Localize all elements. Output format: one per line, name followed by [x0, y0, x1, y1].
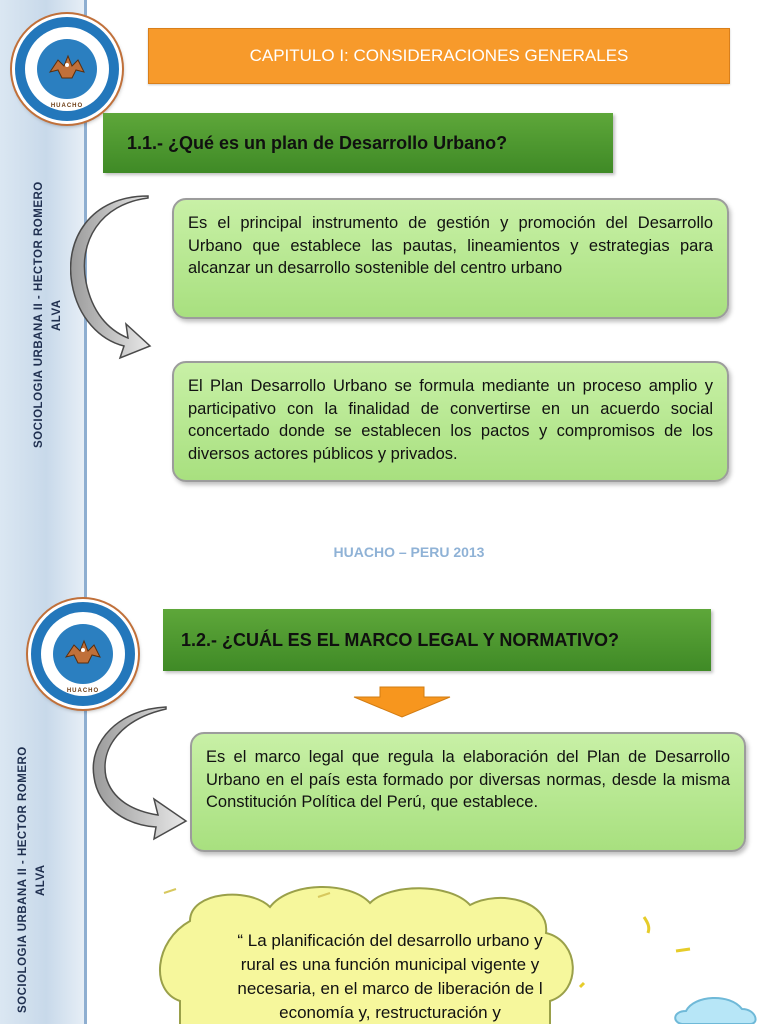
- condor-icon: [64, 637, 102, 667]
- curved-arrow-icon: [92, 703, 192, 843]
- section-heading: 1.2.- ¿CUÁL ES EL MARCO LEGAL Y NORMATIVO?: [163, 609, 711, 671]
- legal-framework-box: Es el marco legal que regula la elaboración del Plan de Desarrollo Urbano en el país esta formado por diversas normas, desde la misma Constitución Política del Perú, que establece.: [190, 732, 746, 852]
- sidebar-author-text: SOCIOLOGIA URBANA II - HECTOR ROMERO ALVA: [17, 746, 47, 1014]
- chapter-title: CAPITULO I: CONSIDERACIONES GENERALES: [148, 28, 730, 84]
- quote-line: rural es una función municipal vigente y: [240, 955, 540, 974]
- logo-label: HUACHO: [66, 688, 100, 694]
- footer-caption: HUACHO – PERU 2013: [333, 544, 485, 560]
- quote-line: economía y, restructuración y: [279, 1003, 501, 1022]
- university-logo: [28, 599, 138, 709]
- down-arrow-icon: [352, 685, 452, 719]
- process-box: El Plan Desarrollo Urbano se formula mediante un proceso amplio y participativo con la finalidad de convertirse en un acuerdo social concertado donde se establecen los pactos y compromisos de los diversos actores públicos y privados.: [172, 361, 729, 482]
- university-logo: [12, 14, 122, 124]
- condor-icon: [48, 52, 86, 82]
- definition-box: Es el principal instrumento de gestión y promoción del Desarrollo Urbano que establece las pautas, lineamientos y estrategias para alcanzar un desarrollo sostenible del centro urbano: [172, 198, 729, 319]
- curved-arrow-icon: [70, 192, 155, 362]
- quote-line: “ La planificación del desarrollo urbano y: [237, 931, 543, 950]
- logo-label: HUACHO: [50, 103, 84, 109]
- sidebar-author-text: SOCIOLOGIA URBANA II - HECTOR ROMERO ALVA: [33, 181, 63, 449]
- section-heading: 1.1.- ¿Qué es un plan de Desarrollo Urbano?: [103, 113, 613, 173]
- quote-line: necesaria, en el marco de liberación de l: [237, 979, 543, 998]
- slide-2: [0, 575, 768, 1024]
- quote-text: [210, 929, 570, 1024]
